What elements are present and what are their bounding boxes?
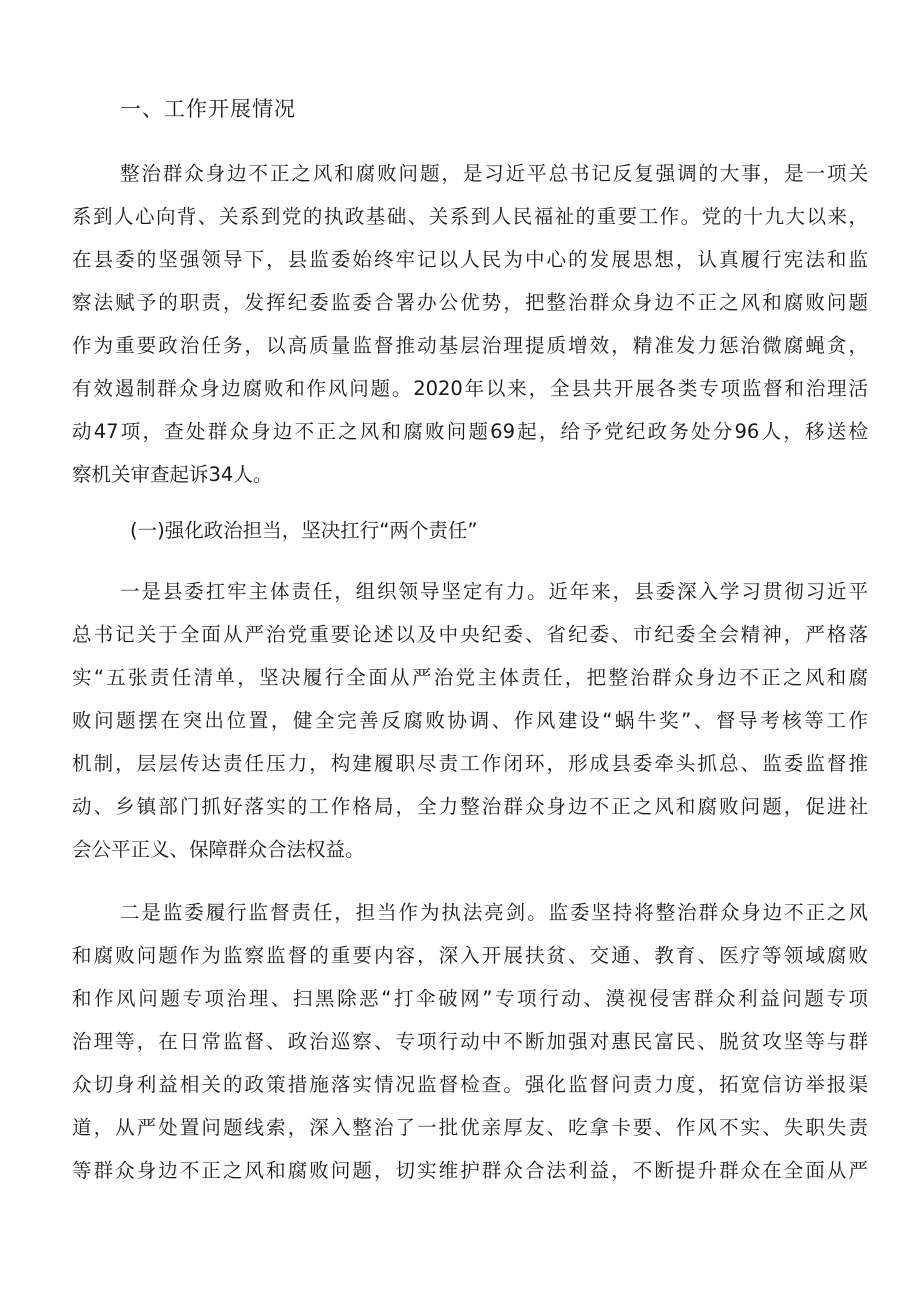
text-line: 动47项，查处群众身边不正之风和腐败问题69起，给予党纪政务处分96人，移送检 [72,420,868,443]
text-line: 察法赋予的职责，发挥纪委监委合署办公优势，把整治群众身边不正之风和腐败问题 [72,291,868,314]
text-line: 治理等，在日常监督、政治巡察、专项行动中不断加强对惠民富民、脱贫攻坚等与群 [72,1030,868,1053]
text-line: 机制，层层传达责任压力，构建履职尽责工作闭环，形成县委牵头抓总、监委监督推 [72,752,868,775]
text-line: 实“五张责任清单，坚决履行全面从严治党主体责任，把整治群众身边不正之风和腐 [72,666,868,689]
paragraph-supervisory-committee [72,891,868,1192]
text-line: 道，从严处置问题线索，深入整治了一批优亲厚友、吃拿卡要、作风不实、失职失责 [72,1116,868,1139]
text-line: 总书记关于全面从严治党重要论述以及中央纪委、省纪委、市纪委全会精神，严格落 [72,623,868,646]
text-line: 整治群众身边不正之风和腐败问题，是习近平总书记反复强调的大事，是一项关 [120,162,868,185]
text-line: 有效遏制群众身边腐败和作风问题。2020年以来，全县共开展各类专项监督和治理活 [72,377,868,400]
text-line: 二是监委履行监督责任，担当作为执法亮剑。监委坚持将整治群众身边不正之风 [120,901,868,924]
text-line: 一是县委扛牢主体责任，组织领导坚定有力。近年来，县委深入学习贯彻习近平 [120,580,868,603]
text-line: 众切身利益相关的政策措施落实情况监督检查。强化监督问责力度，拓宽信访举报渠 [72,1073,868,1096]
text-line: 和腐败问题作为监察监督的重要内容，深入开展扶贫、交通、教育、医疗等领域腐败 [72,944,868,967]
text-line: 败问题摆在突出位置，健全完善反腐败协调、作风建设“蜗牛奖”、督导考核等工作 [72,709,868,732]
subsection-heading: (一)强化政治担当，坚决扛行“两个责任” [130,519,478,542]
text-line: 在县委的坚强领导下，县监委始终牢记以人民为中心的发展思想，认真履行宪法和监 [72,248,868,271]
text-line: 和作风问题专项治理、扫黑除恶“打伞破网”专项行动、漠视侵害群众利益问题专项 [72,987,868,1010]
text-line: 察机关审查起诉34人。 [72,463,273,486]
paragraph-overview [72,152,868,496]
text-line: 等群众身边不正之风和腐败问题，切实维护群众合法利益，不断提升群众在全面从严 [72,1159,868,1182]
text-line: 动、乡镇部门抓好落实的工作格局，全力整治群众身边不正之风和腐败问题，促进社 [72,795,868,818]
section-heading: 一、工作开展情况 [120,97,296,121]
text-line: 作为重要政治任务，以高质量监督推动基层治理提质增效，精准发力惩治微腐蝇贪， [72,334,868,357]
text-line: 系到人心向背、关系到党的执政基础、关系到人民福祉的重要工作。党的十九大以来， [72,205,868,228]
paragraph-county-committee [72,570,868,871]
text-line: 会公平正义、保障群众合法权益。 [72,838,365,861]
